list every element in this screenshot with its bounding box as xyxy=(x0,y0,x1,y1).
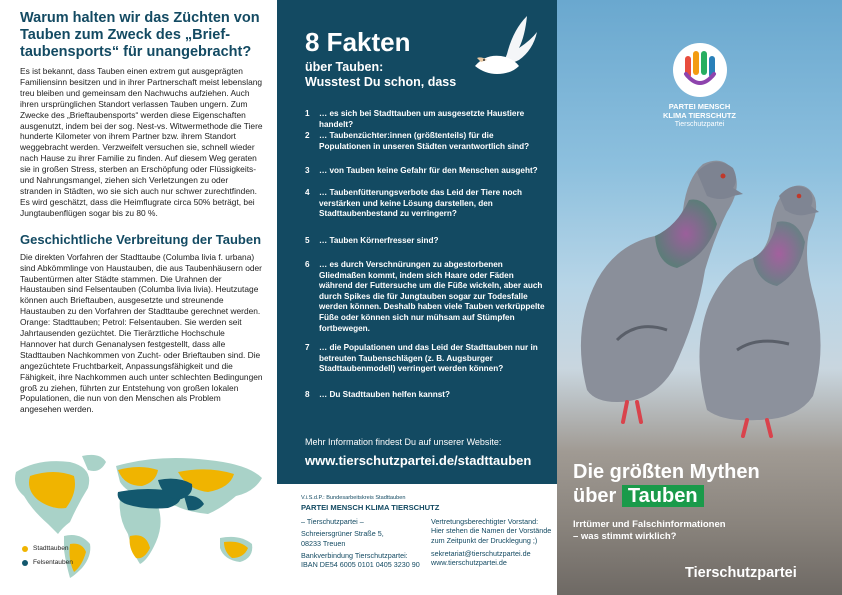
facts-subtitle-line2: Wusstest Du schon, dass xyxy=(305,75,457,89)
cover-title-line2 xyxy=(573,484,760,508)
cover-title xyxy=(573,460,760,508)
imprint-contact xyxy=(431,517,555,567)
imprint-line: 08233 Treuen xyxy=(301,538,346,548)
legend-felsentauben xyxy=(22,559,73,566)
cover-subtitle-line1: Irrtümer und Falschinformationen xyxy=(573,519,726,530)
fact-number: 5 xyxy=(305,236,310,245)
imprint-visdp: V.i.S.d.P.: Bundesarbeitskreis Stadttauben xyxy=(301,495,406,501)
fact-number: 2 xyxy=(305,131,310,140)
cover-title-pre: über xyxy=(573,485,617,507)
cover-title-highlight: Tauben xyxy=(622,485,704,507)
fact-number: 3 xyxy=(305,166,310,175)
fact-item-5 xyxy=(305,236,545,247)
info-panel xyxy=(0,0,277,595)
logo-line3: Tierschutzpartei xyxy=(674,121,725,128)
fact-item-3 xyxy=(305,166,545,177)
fact-text: … Taubenfütterungsverbote das Leid der Tiere noch verstärken und keine Lösung darstellen, den Stadttaubenbestand zu verringern? xyxy=(319,188,523,219)
imprint-line: zum Zeitpunkt der Drucklegung ;) xyxy=(431,535,538,545)
fact-number: 1 xyxy=(305,109,310,118)
imprint-line: IBAN DE54 6005 0101 0405 3230 90 xyxy=(301,560,420,570)
imprint-address xyxy=(301,517,429,569)
imprint-line: Vertretungsberechtigter Vorstand: xyxy=(431,517,539,526)
fact-number: 7 xyxy=(305,343,310,352)
imprint-website[interactable]: www.tierschutzpartei.de xyxy=(431,558,507,568)
fact-number: 4 xyxy=(305,188,310,197)
imprint-line: Hier stehen die Namen der Vorstände xyxy=(431,526,552,536)
imprint-email[interactable]: sekretariat@tierschutzpartei.de xyxy=(431,548,531,558)
pigeons-photo xyxy=(557,140,842,440)
fact-item-2 xyxy=(305,131,545,152)
fact-text: … von Tauben keine Gefahr für den Menschen ausgeht? xyxy=(319,166,538,175)
imprint-line: – Tierschutzpartei – xyxy=(301,517,364,526)
cover-title-line1: Die größten Mythen xyxy=(573,461,760,483)
map-greenland xyxy=(82,455,106,471)
imprint xyxy=(277,484,557,595)
website-link[interactable]: www.tierschutzpartei.de/stadttauben xyxy=(305,453,532,468)
fact-number: 8 xyxy=(305,390,310,399)
facts-subtitle xyxy=(305,60,505,90)
legend-label-fels: Felsentauben xyxy=(33,559,73,566)
imprint-org: PARTEI MENSCH KLIMA TIERSCHUTZ xyxy=(301,503,440,512)
website-label: Mehr Information findest Du auf unserer Website: xyxy=(305,437,502,447)
fact-item-1 xyxy=(305,109,545,130)
imprint-line: Schreiersgrüner Straße 5, xyxy=(301,529,384,539)
facts-panel xyxy=(277,0,557,595)
fact-text: … Taubenzüchter:innen (größtenteils) für die Populationen in unseren Städten verantwortlich sind? xyxy=(319,131,530,151)
legend-stadttauben xyxy=(22,545,69,552)
fact-item-7 xyxy=(305,343,545,375)
fact-item-6 xyxy=(305,260,545,334)
fact-number: 6 xyxy=(305,260,310,269)
intro-paragraph: Es ist bekannt, dass Tauben einen extrem gut ausgeprägten Familiensinn besitzen und in ihrer Partnerschaft meist lebenslang treu bleiben und gemeinsam den Nachwuchs aufziehen. Auch ihren ursprünglichen Standort verlassen Tauben ungern. Zum Zwecke des „Brieftaubensports“ werden diese Eigenschaften ausgenutzt, indem bei der sog. Nest-vs. Witwermethode die Tiere hunderte Kilometer von ihrem Partner bzw. ihrem Standort weggebracht werden. Verzweifelt versuchen sie, schnell wieder nach Hause zu ihrer Familie zu finden. Auf diesem Weg geraten sie in großen Stress, sterben an Erschöpfung oder Flüssigkeits- und Nahrungsmangel, ziehen sich Verletzungen zu oder stranden in Städten, wo sie sich auch nur schwer zurechtfinden. Es wird geschätzt, dass die Heimflugrate circa 50% beträgt, bei Jungtaubenflügen sogar bis zu 80 %. xyxy=(20,66,263,218)
legend-label-stadt: Stadttauben xyxy=(33,545,69,552)
fact-text: … es durch Verschnürungen zu abgestorbenen Gliedmaßen kommt, indem sich Haare oder Fäden während der Futtersuche um die Füße wickeln, aber auch durch Spikes die für Jungtauben sogar zur Todesfalle werden können. Deshalb haben viele Tauben verkrüppelte Füße oder können sich nur mühsam auf Stümpfen fortbewegen. xyxy=(319,260,545,333)
main-heading: Warum halten wir das Züchten von Tauben zum Zweck des „Brieftaubensports“ für unangebracht? xyxy=(20,10,260,60)
legend-dot-stadt xyxy=(22,546,28,552)
imprint-line: Bankverbindung Tierschutzpartei: xyxy=(301,550,408,560)
party-logo-icon xyxy=(672,42,728,98)
brand-name: Tierschutzpartei xyxy=(685,565,797,581)
cover-panel xyxy=(557,0,842,595)
fact-text: … die Populationen und das Leid der Stadttauben nur in betreuten Taubenschlägen (z. B. Augsburger Stadttaubenmodell) verringert werden können? xyxy=(319,343,538,374)
history-heading: Geschichtliche Verbreitung der Tauben xyxy=(20,231,262,247)
fact-text: … Du Stadttauben helfen kannst? xyxy=(319,390,451,399)
cover-subtitle-line2: – was stimmt wirklich? xyxy=(573,531,677,542)
facts-title: 8 Fakten xyxy=(305,27,411,57)
legend-dot-fels xyxy=(22,560,28,566)
fact-item-4 xyxy=(305,188,545,220)
fact-text: … es sich bei Stadttauben um ausgesetzte Haustiere handelt? xyxy=(319,109,525,129)
history-paragraph: Die direkten Vorfahren der Stadttaube (Columba livia f. urbana) sind Abkömmlinge von Haustauben, die aus Taubenhäusern oder Taubentürmen alter Städte stammen. Die Urahnen der Haustauben sind Felsentauben (Columba livia livia). Heutzutage können auch Brieftauben, ausgesetzte und streunende Haustauben zu den Vorfahren der Stadttaube gerechnet werden. Orange: Stadttauben; Petrol: Felsentauben. Sie werden seit Jahrtausenden gezüchtet. Die Tierärztliche Hochschule Hannover hat durch Genanalysen festgestellt, dass alle Stadttauben Nachkommen von Zucht- oder Brieftauben sind. Die angezüchtete Fruchtbarkeit, Anpassungsfähigkeit und die Fähigkeit, ihre Nachkommen auch unter schlechten Bedingungen groß zu ziehen, führten zur Entstehung von großen lokalen Populationen, die nun von den Menschen als Problem angesehen werden. xyxy=(20,251,263,415)
logo-line2: KLIMA TIERSCHUTZ xyxy=(662,111,737,120)
facts-subtitle-line1: über Tauben: xyxy=(305,60,384,74)
logo-line1: PARTEI MENSCH xyxy=(668,102,731,111)
fact-item-8 xyxy=(305,390,545,401)
fact-text: … Tauben Körnerfresser sind? xyxy=(319,236,439,245)
cover-subtitle xyxy=(573,519,726,543)
